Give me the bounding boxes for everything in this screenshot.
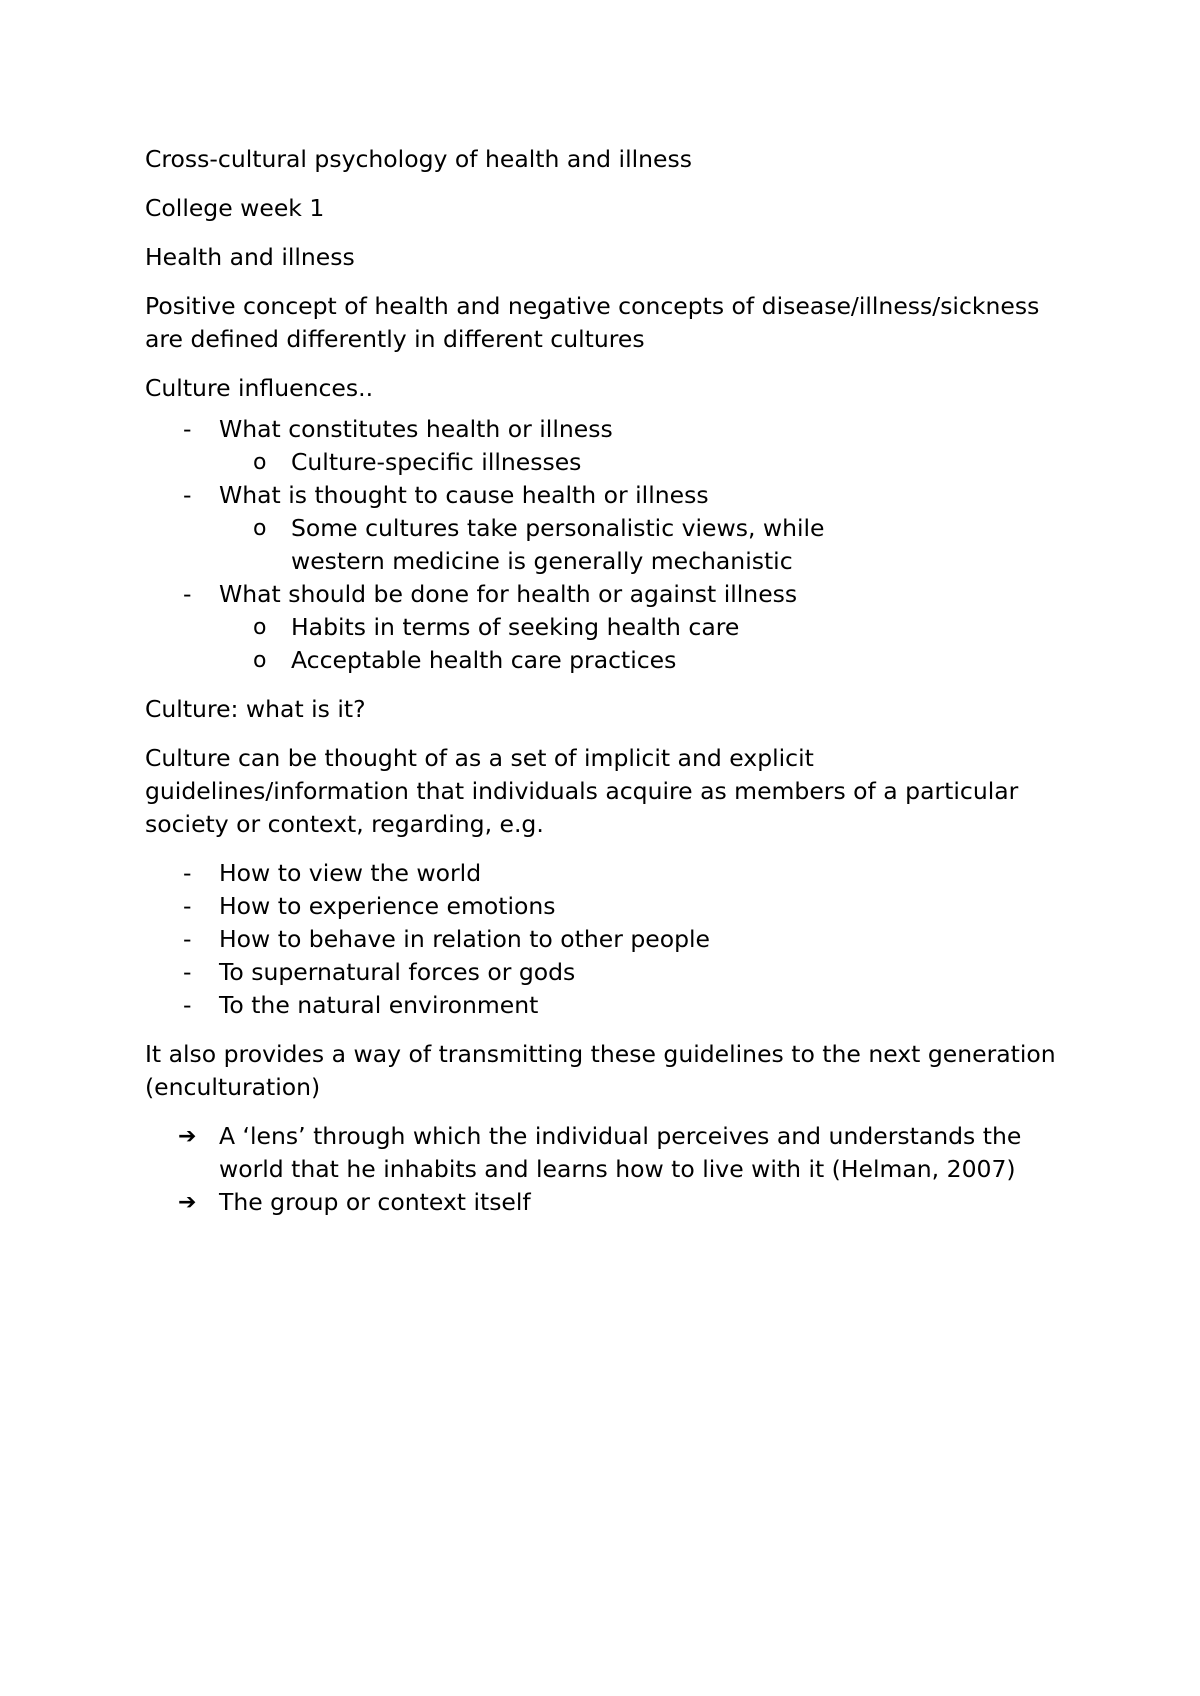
circle-bullet: o bbox=[253, 516, 267, 541]
intro-paragraph: Positive concept of health and negative concepts of disease/illness/sickness are defined differently in different cultures bbox=[145, 292, 1040, 353]
list-item bbox=[145, 890, 1065, 923]
list-item-text: To supernatural forces or gods bbox=[219, 958, 576, 986]
conclusions-list bbox=[145, 1120, 1065, 1219]
guidelines-list bbox=[145, 857, 1065, 1022]
dash-bullet: - bbox=[183, 415, 192, 443]
list-item-text: What is thought to cause health or illness bbox=[219, 481, 709, 509]
list-subitem bbox=[145, 446, 1065, 479]
list-item-text: To the natural environment bbox=[219, 991, 539, 1019]
circle-bullet: o bbox=[253, 615, 267, 640]
list-item-text: How to experience emotions bbox=[219, 892, 556, 920]
dash-bullet: - bbox=[183, 892, 192, 920]
document-subtitle: College week 1 bbox=[145, 194, 325, 222]
culture-question: Culture: what is it? bbox=[145, 695, 366, 723]
list-subitem-text: Acceptable health care practices bbox=[291, 646, 677, 674]
list-item-text: How to view the world bbox=[219, 859, 482, 887]
document-title: Cross-cultural psychology of health and illness bbox=[145, 145, 692, 173]
list-subitem bbox=[145, 611, 1065, 644]
list-item bbox=[145, 479, 1065, 512]
list-item-text: What constitutes health or illness bbox=[219, 415, 613, 443]
list-item bbox=[145, 1120, 1065, 1186]
list-item bbox=[145, 923, 1065, 956]
section-heading: Health and illness bbox=[145, 243, 355, 271]
dash-bullet: - bbox=[183, 991, 192, 1019]
list-item-text: The group or context itself bbox=[219, 1188, 531, 1216]
arrow-bullet-icon: ➔ bbox=[178, 1124, 197, 1149]
list-item-text: What should be done for health or against illness bbox=[219, 580, 798, 608]
list-item bbox=[145, 956, 1065, 989]
document-body bbox=[145, 143, 1065, 1235]
list-subitem bbox=[145, 644, 1065, 677]
dash-bullet: - bbox=[183, 859, 192, 887]
dash-bullet: - bbox=[183, 958, 192, 986]
dash-bullet: - bbox=[183, 925, 192, 953]
list-item bbox=[145, 989, 1065, 1022]
list-subitem-text: Some cultures take personalistic views, while western medicine is generally mechanistic bbox=[291, 514, 825, 575]
transmission-paragraph: It also provides a way of transmitting these guidelines to the next generation (enculturation) bbox=[145, 1040, 1056, 1101]
culture-definition: Culture can be thought of as a set of implicit and explicit guidelines/information that individuals acquire as members of a particular society or context, regarding, e.g. bbox=[145, 744, 1019, 838]
list-item bbox=[145, 857, 1065, 890]
dash-bullet: - bbox=[183, 481, 192, 509]
circle-bullet: o bbox=[253, 648, 267, 673]
list-subitem bbox=[145, 512, 1065, 578]
influences-heading: Culture influences.. bbox=[145, 374, 374, 402]
influences-list bbox=[145, 413, 1065, 677]
list-item bbox=[145, 413, 1065, 446]
arrow-bullet-icon: ➔ bbox=[178, 1190, 197, 1215]
list-subitem-text: Culture-specific illnesses bbox=[291, 448, 582, 476]
list-item bbox=[145, 1186, 1065, 1219]
list-item bbox=[145, 578, 1065, 611]
list-item-text: A ‘lens’ through which the individual perceives and understands the world that he inhabits and learns how to live with it (Helman, 2007) bbox=[219, 1122, 1022, 1183]
list-subitem-text: Habits in terms of seeking health care bbox=[291, 613, 740, 641]
dash-bullet: - bbox=[183, 580, 192, 608]
list-item-text: How to behave in relation to other people bbox=[219, 925, 711, 953]
circle-bullet: o bbox=[253, 450, 267, 475]
